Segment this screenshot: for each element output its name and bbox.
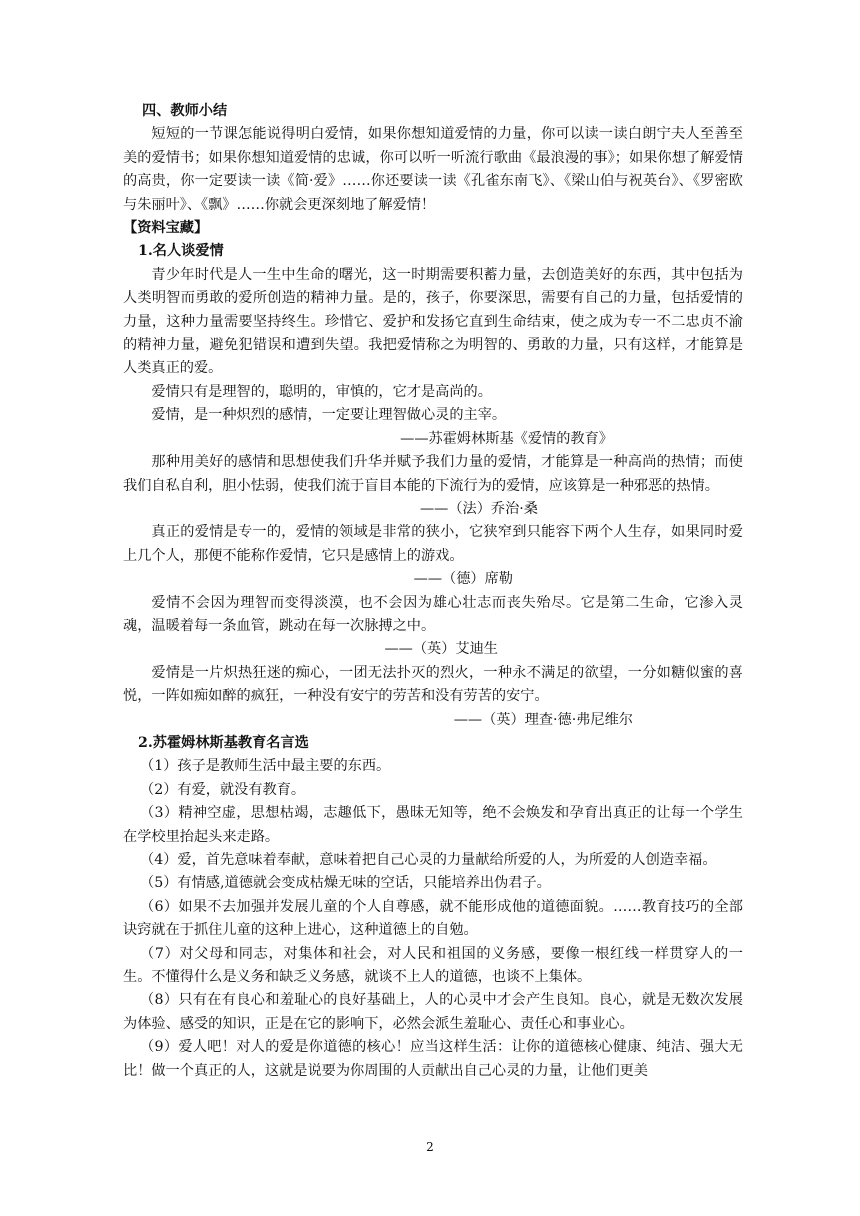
quote-paragraph: 真正的爱情是专一的，爱情的领域是非常的狭小，它狭窄到只能容下两个人生存，如果同时爱上几个人，那便不能称作爱情，它只是感情上的游戏。 <box>123 524 743 564</box>
quote-paragraph: 爱情只有是理智的，聪明的，审慎的，它才是高尚的。 <box>151 383 492 400</box>
quote-attribution: ——（德）席勒 <box>413 571 513 588</box>
quote-paragraph: 爱情不会因为理智而变得淡漠，也不会因为雄心壮志而丧失殆尽。它是第二生命，它渗入灵魂，温暖着每一条血管，跳动在每一次脉搏之中。 <box>123 594 743 634</box>
quote-attribution: ——苏霍姆林斯基《爱情的教育》 <box>400 430 613 447</box>
section-heading: 四、教师小结 <box>142 103 228 119</box>
quote-attribution: ——（英）理查·德·弗尼维尔 <box>453 711 633 728</box>
treasure-heading: 【资料宝藏】 <box>123 220 209 237</box>
maxim-item: （4）爱，首先意味着奉献，意味着把自己心灵的力量献给所爱的人，为所爱的人创造幸福。 <box>140 852 717 868</box>
maxim-item: （3）精神空虚，思想枯竭，志趣低下，愚昧无知等，绝不会焕发和孕育出真正的让每一个学生在学校里抬起头来走路。 <box>123 805 743 845</box>
part1-title: 1.名人谈爱情 <box>138 243 224 260</box>
maxim-item: （7）对父母和同志，对集体和社会，对人民和祖国的义务感，要像一根红线一样贯穿人的一生。不懂得什么是义务和缺乏义务感，就谈不上人的道德，也谈不上集体。 <box>123 945 743 986</box>
page-number: 2 <box>426 1140 434 1154</box>
maxim-item: （9）爱人吧！对人的爱是你道德的核心！应当这样生活：让你的道德核心健康、纯洁、强大无比！做一个真正的人，这就是说要为你周围的人贡献出自己心灵的力量，让他们更美 <box>123 1039 743 1079</box>
quote-paragraph: 青少年时代是人一生中生命的曙光，这一时期需要积蓄力量，去创造美好的东西，其中包括为人类明智而勇敢的爱所创造的精神力量。是的，孩子，你要深思，需要有自己的力量，包括爱情的力量，这种力量需要坚持终生。珍惜它、爱护和发扬它直到生命结束，使之成为专一不二忠贞不渝的精神力量，避免犯错误和遭到失望。我把爱情称之为明智的、勇敢的力量，只有这样，才能算是人类真正的爱。 <box>123 266 743 377</box>
maxim-item: （1）孩子是教师生活中最主要的东西。 <box>140 758 391 775</box>
quote-attribution: ——（英）艾迪生 <box>384 641 498 658</box>
maxim-item: （5）有情感,道德就会变成枯燥无味的空话，只能培养出伪君子。 <box>140 875 551 892</box>
maxim-item: （2）有爱，就没有教育。 <box>140 781 306 798</box>
quote-paragraph: 那种用美好的感情和思想使我们升华并赋予我们力量的爱情，才能算是一种高尚的热情；而使我们自私自利，胆小怯弱，使我们流于盲目本能的下流行为的爱情，应该算是一种邪恶的热情。 <box>123 454 743 494</box>
summary-paragraph: 短短的一节课怎能说得明白爱情，如果你想知道爱情的力量，你可以读一读白朗宁夫人至善至美的爱情书；如果你想知道爱情的忠诚，你可以听一听流行歌曲《最浪漫的事》；如果你想了解爱情的高贵，你一定要读一读《简·爱》……你还要读一读《孔雀东南飞》、《梁山伯与祝英台》、《罗密欧与朱丽叶》、《飘》……你就会更深刻地了解爱情！ <box>123 126 743 213</box>
maxim-item: （6）如果不去加强并发展儿童的个人自尊感，就不能形成他的道德面貌。……教育技巧的全部诀窍就在于抓住儿童的这种上进心，这种道德上的自勉。 <box>123 898 743 939</box>
quote-paragraph: 爱情，是一种炽烈的感情，一定要让理智做心灵的主宰。 <box>151 407 507 424</box>
quote-paragraph: 爱情是一片炽热狂迷的痴心，一团无法扑灭的烈火，一种永不满足的欲望，一分如糖似蜜的喜悦，一阵如痴如醉的疯狂，一种没有安宁的劳苦和没有劳苦的安宁。 <box>123 664 743 705</box>
quote-attribution: ——（法）乔治·桑 <box>419 500 538 517</box>
part2-title: 2.苏霍姆林斯基教育名言选 <box>138 734 309 751</box>
maxim-item: （8）只有在有良心和羞耻心的良好基础上，人的心灵中才会产生良知。良心，就是无数次发展为体验、感受的知识，正是在它的影响下，必然会派生羞耻心、责任心和事业心。 <box>123 992 743 1032</box>
page-content <box>123 100 743 1083</box>
